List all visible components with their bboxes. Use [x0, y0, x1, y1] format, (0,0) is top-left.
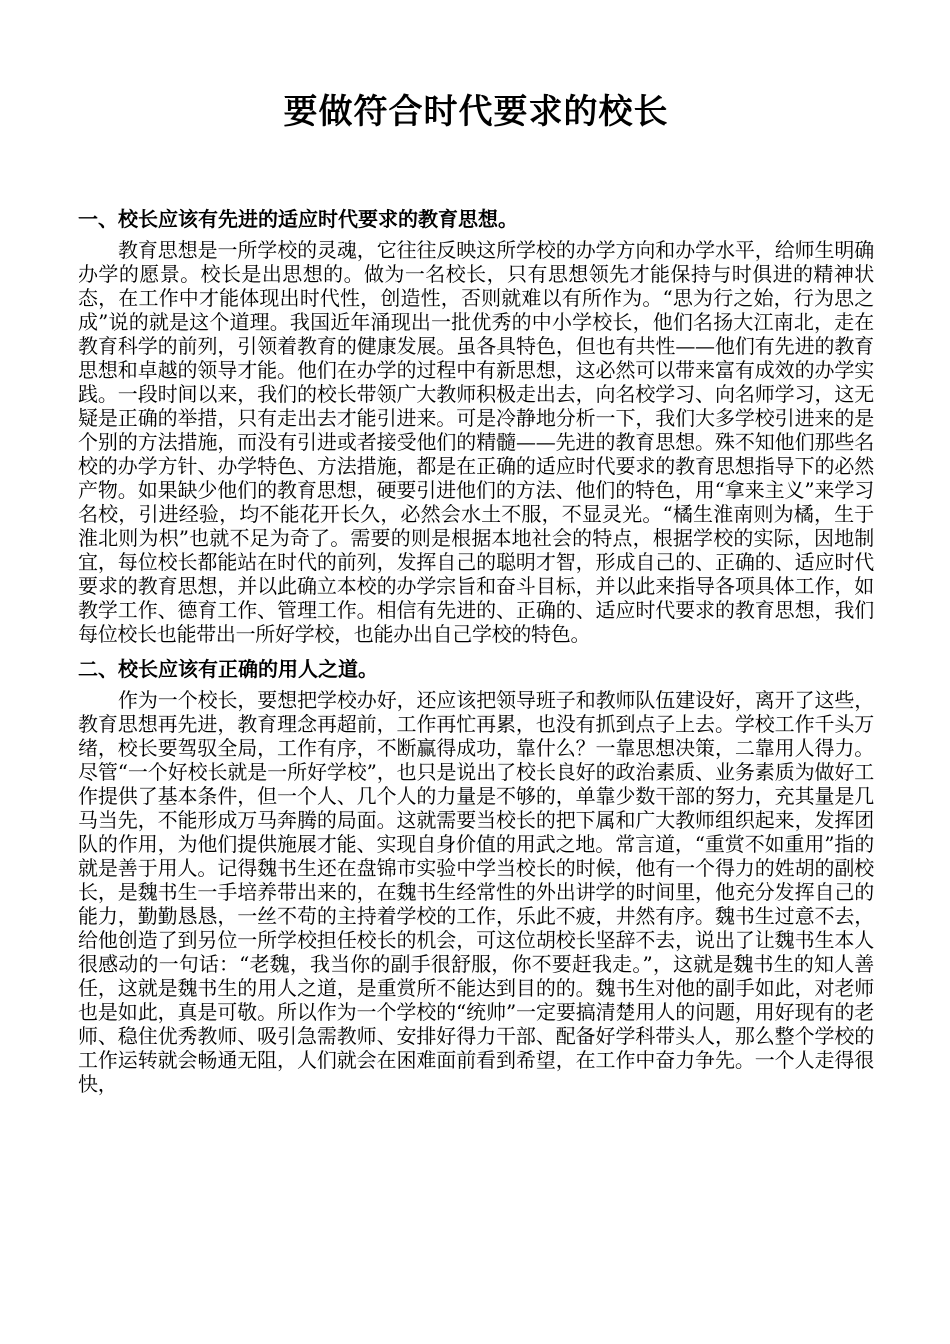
document-title: 要做符合时代要求的校长: [283, 92, 669, 132]
section-paragraph-2: 作为一个校长，要想把学校办好，还应该把领导班子和教师队伍建设好，离开了这些，教育思想再先进，教育理念再超前，工作再忙再累，也没有抓到点子上去。学校工作千头万绪，校长要驾驭全局，工作有序，不断赢得成功，靠什么？一靠思想决策，二靠用人得力。尽管“一个好校长就是一所好学校”，也只是说出了校长良好的政治素质、业务素质为做好工作提供了基本条件，但一个人、几个人的力量是不够的，单靠少数干部的努力，充其量是几马当先，不能形成万马奔腾的局面。这就需要当校长的把下属和广大教师组织起来，发挥团队的作用，为他们提供施展才能、实现自身价值的用武之地。常言道，“重赏不如重用”指的就是善于用人。记得魏书生还在盘锦市实验中学当校长的时候，他有一个得力的姓胡的副校长，是魏书生一手培养带出来的，在魏书生经常性的外出讲学的时间里，他充分发挥自己的能力，勤勤恳恳，一丝不苟的主持着学校的工作，乐此不疲，井然有序。魏书生过意不去，给他创造了到另位一所学校担任校长的机会，可这位胡校长坚辞不去，说出了让魏书生本人很感动的一句话：“老魏，我当你的副手很舒服，你不要赶我走。”，这就是魏书生的知人善任，这就是魏书生的用人之道，是重赏所不能达到目的的。魏书生对他的副手如此，对老师也是如此，真是可敬。所以作为一个学校的“统帅”一定要搞清楚用人的问题，用好现有的老师、稳住优秀教师、吸引急需教师、安排好得力干部、配备好学科带头人，那么整个学校的工作运转就会畅通无阻，人们就会在困难面前看到希望，在工作中奋力争先。一个人走得很快，: [78, 688, 874, 1096]
section-heading-1: 一、校长应该有先进的适应时代要求的教育思想。: [78, 207, 518, 231]
section-heading-2: 二、校长应该有正确的用人之道。: [78, 657, 378, 681]
section-paragraph-1: 教育思想是一所学校的灵魂，它往往反映这所学校的办学方向和办学水平，给师生明确办学的愿景。校长是出思想的。做为一名校长，只有思想领先才能保持与时俱进的精神状态，在工作中才能体现出时代性，创造性，否则就难以有所作为。“思为行之始，行为思之成”说的就是这个道理。我国近年涌现出一批优秀的中小学校长，他们名扬大江南北，走在教育科学的前列，引领着教育的健康发展。虽各具特色，但也有共性——他们有先进的教育思想和卓越的领导才能。他们在办学的过程中有新思想，这必然可以带来富有成效的办学实践。一段时间以来，我们的校长带领广大教师积极走出去，向名校学习、向名师学习，这无疑是正确的举措，只有走出去才能引进来。可是冷静地分析一下，我们大多学校引进来的是个别的方法措施，而没有引进或者接受他们的精髓——先进的教育思想。殊不知他们那些名校的办学方针、办学特色、方法措施，都是在正确的适应时代要求的教育思想指导下的必然产物。如果缺少他们的教育思想，硬要引进他们的方法、他们的特色，用“拿来主义”来学习名校，引进经验，均不能花开长久，必然会水土不服，不显灵光。“橘生淮南则为橘，生于淮北则为枳”也就不足为奇了。需要的则是根据本地社会的特点，根据学校的实际，因地制宜，每位校长都能站在时代的前列，发挥自己的聪明才智，形成自己的、正确的、适应时代要求的教育思想，并以此确立本校的办学宗旨和奋斗目标，并以此来指导各项具体工作，如教学工作、德育工作、管理工作。相信有先进的、正确的、适应时代要求的教育思想，我们每位校长也能带出一所好学校，也能办出自己学校的特色。: [78, 238, 874, 646]
document-page: [78, 0, 874, 1096]
